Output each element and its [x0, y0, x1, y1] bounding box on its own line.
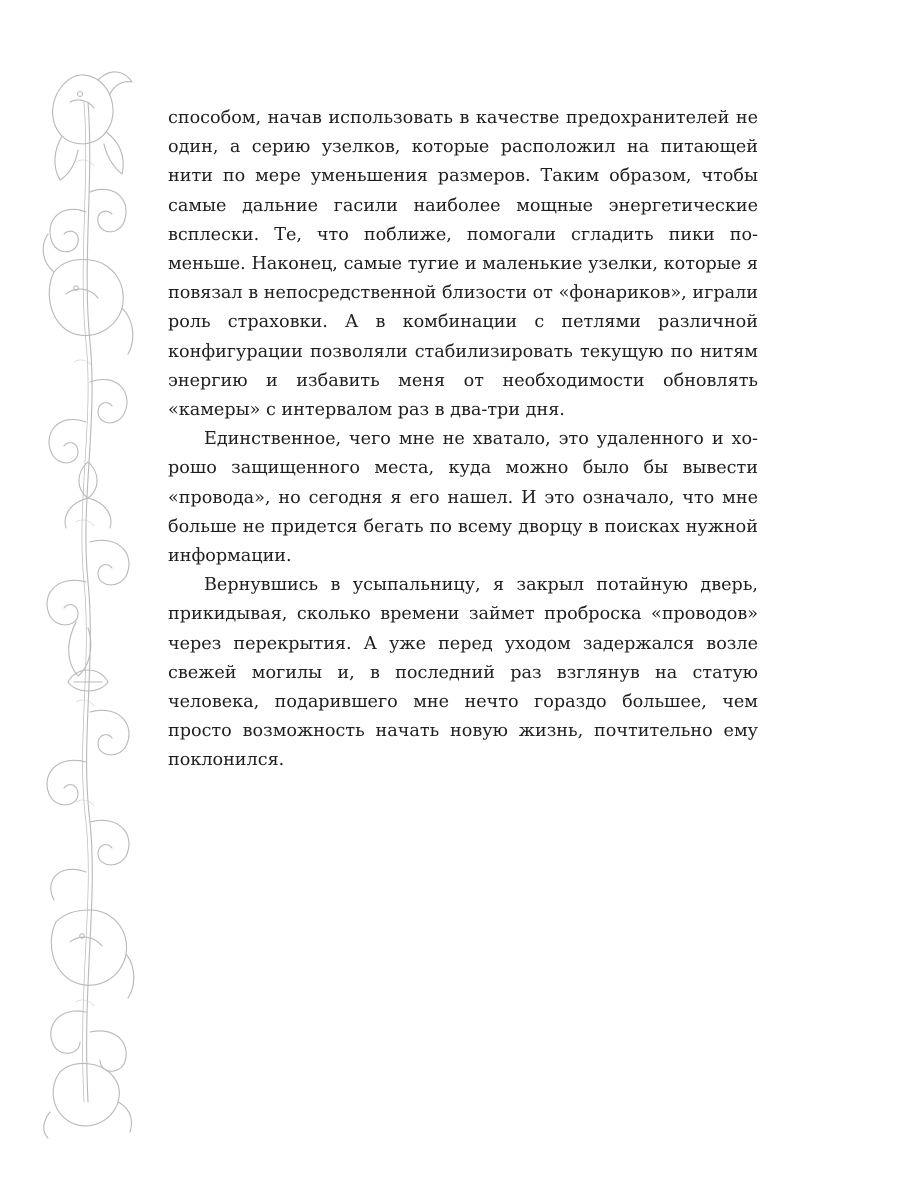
paragraph-1: способом, начав использовать в качестве предохранителей не один, а серию узелков, которые расположил на питающей нити по мере уменьшения размеров. Таким образом, чтобы самые дальние гасили наиболее мощные энергетические всплески. Те, что поближе, помогали сгладить пики поменьше. Наконец, самые тугие и маленькие узелки, которые я повязал в непосредственной близости от «фонариков», играли роль страховки. А в комбинации с петлями различной конфигурации позволяли стабилизировать текущую по нитям энергию и избавить меня от необходимости обновлять «камеры» с интервалом раз в два-три дня.	[168, 108, 758, 421]
paragraph-3: Вернувшись в усыпальницу, я закрыл потайную дверь, прикидывая, сколько времени займет проброска «проводов» через перекрытия. А уже перед уходом задержался возле свежей могилы и, в последний раз взглянув на статую человека, подарившего мне нечто гораздо большее, чем просто возможность начать новую жизнь, почтительно ему поклонился.	[168, 575, 758, 771]
body-text	[168, 104, 758, 776]
ornamental-border-icon	[36, 62, 140, 1140]
paragraph-2: Единственное, чего мне не хватало, это удаленного и хорошо защищенного места, куда можно было бы вывести «провода», но сегодня я его нашел. И это означало, что мне больше не придется бегать по всему дворцу в поисках нужной информации.	[168, 429, 758, 567]
